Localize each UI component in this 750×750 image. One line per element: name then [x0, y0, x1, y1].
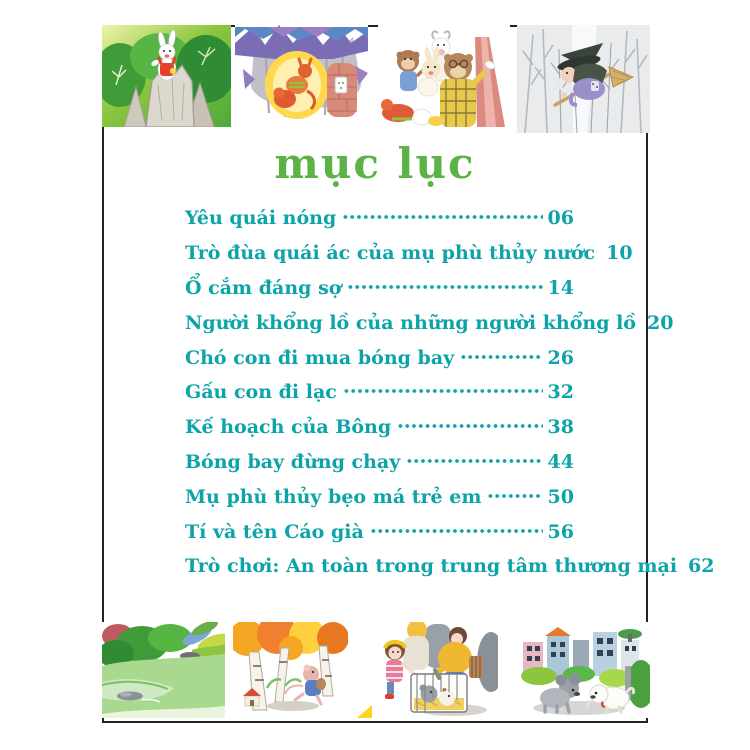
toc-entry-label[interactable]: Trò đùa quái ác của mụ phù thủy nước — [185, 242, 596, 265]
toc-entry[interactable] — [185, 375, 574, 410]
toc-entry-page: 50 — [547, 485, 574, 508]
toc-dot-leader — [343, 382, 543, 402]
family-puppies-cage-illustration — [373, 622, 498, 718]
toc-entry[interactable] — [185, 479, 574, 514]
toc-entry[interactable] — [185, 236, 633, 271]
toc-dot-leader — [406, 452, 542, 472]
toc-entry-page: 56 — [547, 520, 574, 543]
toc-entry-page: 20 — [646, 311, 674, 334]
witch-on-broom-illustration — [517, 25, 650, 133]
toc-entry-label[interactable]: Bóng bay đừng chạy — [185, 450, 401, 473]
toc-entry-label[interactable]: Trò chơi: An toàn trong trung tâm thương mại — [185, 555, 678, 578]
toc-entry-page: 62 — [688, 555, 715, 578]
toc-entry[interactable] — [185, 201, 574, 236]
toc-entry[interactable] — [185, 410, 574, 445]
toc-dot-leader — [347, 278, 542, 298]
animal-friends-slide-illustration — [378, 25, 510, 127]
toc-dot-leader — [342, 208, 542, 228]
toc-entry[interactable] — [185, 271, 574, 306]
toc-entry-label[interactable]: Gấu con đi lạc — [185, 381, 337, 404]
page-title: mục lục — [274, 139, 476, 188]
toc-entry[interactable] — [185, 514, 574, 549]
toc-entry-page: 06 — [547, 207, 574, 230]
toc-entry-page: 26 — [547, 346, 574, 369]
toc-entry-label[interactable]: Mụ phù thủy bẹo má trẻ em — [185, 485, 482, 508]
book-page — [102, 25, 715, 723]
toc-dot-leader — [397, 417, 542, 437]
toc-entry[interactable] — [185, 549, 715, 584]
toc-entry-page: 38 — [547, 416, 574, 439]
squirrels-tree-house-illustration — [235, 25, 368, 127]
toc-entry-label[interactable]: Tí và tên Cáo già — [185, 520, 364, 543]
toc-dot-leader — [370, 522, 543, 542]
toc-entry-page: 14 — [547, 276, 574, 299]
toc-dot-leader — [460, 348, 542, 368]
yellow-corner-triangle — [357, 705, 372, 718]
park-pond-illustration — [102, 622, 225, 718]
rabbit-on-tree-stump-illustration — [102, 25, 231, 127]
mouse-autumn-forest-illustration — [233, 622, 348, 718]
toc-list — [185, 201, 715, 584]
toc-entry-page: 32 — [547, 381, 574, 404]
dogs-in-town-illustration — [517, 622, 650, 718]
toc-entry-page: 10 — [606, 242, 633, 265]
toc-entry-page: 44 — [547, 450, 574, 473]
toc-entry[interactable] — [185, 445, 574, 480]
toc-entry-label[interactable]: Kế hoạch của Bông — [185, 416, 392, 439]
toc-dot-leader — [487, 487, 542, 507]
toc-entry[interactable] — [185, 305, 674, 340]
toc-entry-label[interactable]: Chó con đi mua bóng bay — [185, 346, 455, 369]
toc-entry-label[interactable]: Ổ cắm đáng sợ — [185, 276, 342, 299]
toc-entry-label[interactable]: Người khổng lồ của những người khổng lồ — [185, 311, 636, 334]
toc-entry[interactable] — [185, 340, 574, 375]
toc-entry-label[interactable]: Yêu quái nóng — [185, 207, 337, 230]
